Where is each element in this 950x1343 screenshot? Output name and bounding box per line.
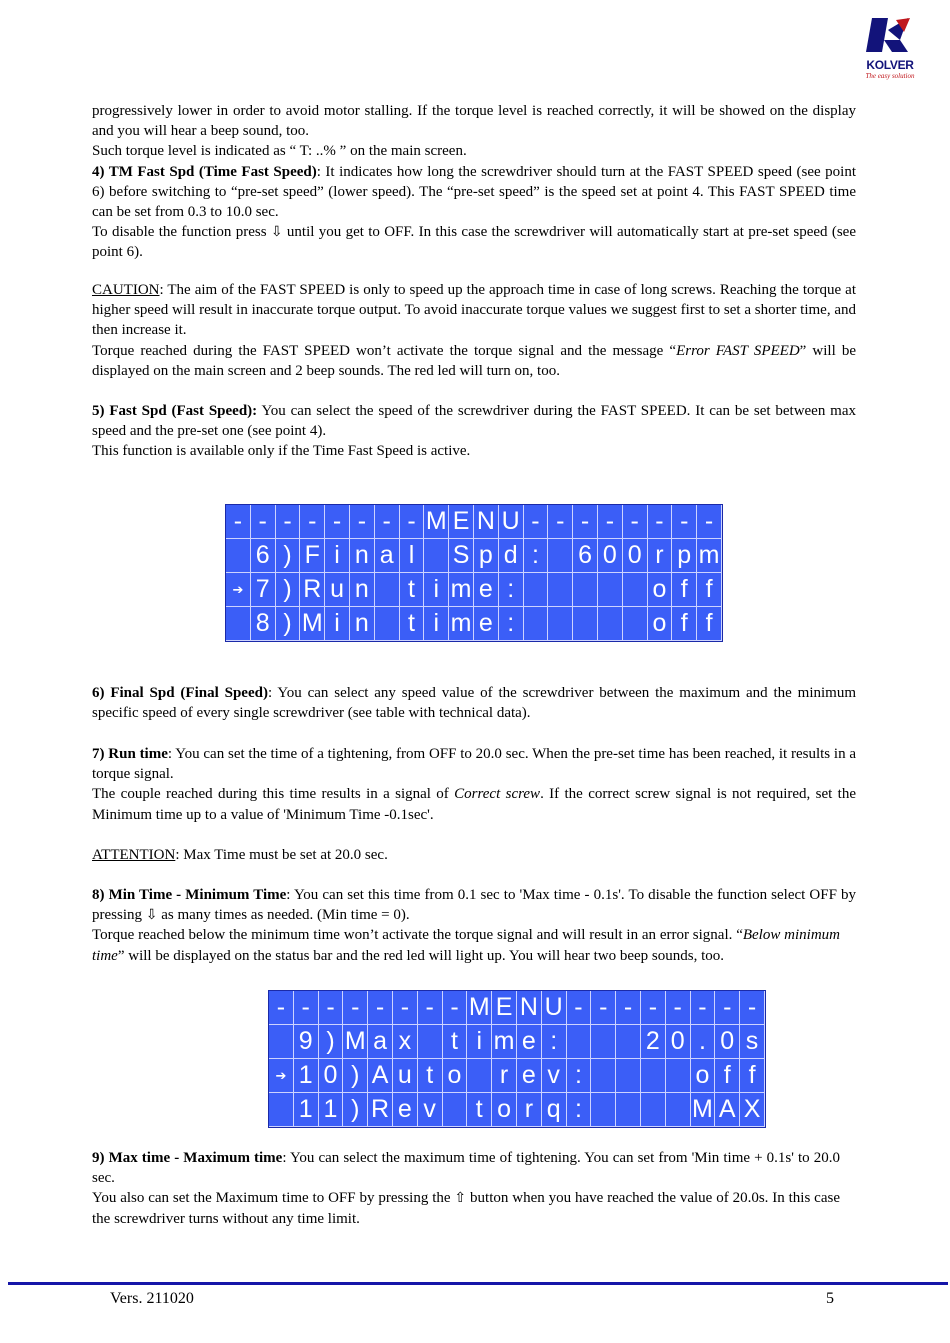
lcd-char: - bbox=[375, 505, 400, 539]
lcd-char: e bbox=[517, 1059, 542, 1093]
attention-label: ATTENTION bbox=[92, 847, 176, 863]
lcd-char bbox=[467, 1059, 492, 1093]
lcd-char: 1 bbox=[319, 1093, 344, 1127]
lcd-char: ) bbox=[343, 1093, 368, 1127]
kolver-logo bbox=[858, 14, 922, 84]
lcd-char: f bbox=[740, 1059, 765, 1093]
lcd-char: n bbox=[350, 573, 375, 607]
lcd-char bbox=[666, 1059, 691, 1093]
lcd-char: M bbox=[300, 607, 325, 641]
lcd-menu-display-1 bbox=[225, 504, 723, 642]
lcd-char bbox=[623, 573, 648, 607]
lcd-char: i bbox=[424, 573, 449, 607]
logo-tagline: The easy solution bbox=[865, 72, 915, 80]
lcd-char: q bbox=[542, 1093, 567, 1127]
lcd-char bbox=[598, 607, 623, 641]
lcd-char: - bbox=[418, 991, 443, 1025]
lcd-char: f bbox=[672, 607, 697, 641]
caution-label: CAUTION bbox=[92, 282, 160, 298]
paragraph: To disable the function press ⇩ until you get to OFF. In this case the screwdriver will automatically start at pre-set speed (see point 6). bbox=[92, 224, 856, 261]
lcd-char: - bbox=[319, 991, 344, 1025]
lcd-char: E bbox=[492, 991, 517, 1025]
lcd-char bbox=[623, 607, 648, 641]
lcd-char: o bbox=[648, 607, 673, 641]
lcd-row bbox=[226, 505, 722, 539]
lcd-char: 6 bbox=[251, 539, 276, 573]
lcd-char bbox=[524, 573, 549, 607]
lcd-char: R bbox=[300, 573, 325, 607]
lcd-char: . bbox=[691, 1025, 716, 1059]
lcd-char: A bbox=[368, 1059, 393, 1093]
lcd-row bbox=[269, 1025, 765, 1059]
lcd-char: N bbox=[517, 991, 542, 1025]
lcd-char: t bbox=[443, 1025, 468, 1059]
lcd-char: e bbox=[517, 1025, 542, 1059]
lcd-char bbox=[548, 573, 573, 607]
section-fast-speed-time bbox=[92, 101, 856, 263]
lcd-char: R bbox=[368, 1093, 393, 1127]
lcd-char: - bbox=[567, 991, 592, 1025]
lcd-char: r bbox=[648, 539, 673, 573]
lcd-char: 0 bbox=[319, 1059, 344, 1093]
heading-tm-fast-spd: 4) TM Fast Spd (Time Fast Speed) bbox=[92, 163, 317, 180]
paragraph: 6) Final Spd (Final Speed): You can select any speed value of the screwdriver between the maximum and the minimum specific speed of every single screwdriver (see table with technical data). bbox=[92, 685, 856, 722]
lcd-char: E bbox=[449, 505, 474, 539]
paragraph: 7) Run time: You can set the time of a tightening, from OFF to 20.0 sec. When the pre-set time has been reached, it results in a torque signal. bbox=[92, 746, 857, 783]
lcd-char: - bbox=[368, 991, 393, 1025]
lcd-char: 9 bbox=[294, 1025, 319, 1059]
lcd-char: - bbox=[740, 991, 765, 1025]
lcd-char: - bbox=[641, 991, 666, 1025]
lcd-char: M bbox=[343, 1025, 368, 1059]
lcd-row bbox=[269, 991, 765, 1025]
lcd-char: - bbox=[294, 991, 319, 1025]
lcd-char: : bbox=[567, 1059, 592, 1093]
paragraph: Torque reached below the minimum time won’t activate the torque signal and will result in an error signal. “Below minimum time” will be displayed on the status bar and the red led will light up. You will hear two beep sounds, too. bbox=[92, 927, 840, 964]
arrow-down-icon: ⇩ bbox=[270, 224, 283, 241]
lcd-char: M bbox=[424, 505, 449, 539]
lcd-char: ) bbox=[276, 607, 301, 641]
lcd-char: t bbox=[467, 1093, 492, 1127]
lcd-char: a bbox=[368, 1025, 393, 1059]
lcd-char: i bbox=[424, 607, 449, 641]
lcd-char: v bbox=[418, 1093, 443, 1127]
section-max-time bbox=[92, 1148, 856, 1229]
lcd-char bbox=[226, 539, 251, 573]
lcd-char bbox=[591, 1059, 616, 1093]
lcd-char: a bbox=[375, 539, 400, 573]
section-attention bbox=[92, 845, 856, 865]
lcd-char: l bbox=[400, 539, 425, 573]
lcd-char: 0 bbox=[666, 1025, 691, 1059]
lcd-char: - bbox=[226, 505, 251, 539]
lcd-char: - bbox=[393, 991, 418, 1025]
lcd-char: o bbox=[492, 1093, 517, 1127]
lcd-char bbox=[573, 607, 598, 641]
lcd-char: e bbox=[474, 573, 499, 607]
lcd-char: d bbox=[499, 539, 524, 573]
arrow-down-icon: ⇩ bbox=[145, 907, 158, 924]
paragraph: You also can set the Maximum time to OFF by pressing the ⇧ button when you have reached the value of 20.0s. In this case the screwdriver turns without any time limit. bbox=[92, 1190, 840, 1227]
paragraph: 9) Max time - Maximum time: You can select the maximum time of tightening. You can set from 'Min time + 0.1s' to 20.0 sec. bbox=[92, 1150, 841, 1187]
paragraph: 8) Min Time - Minimum Time: You can set this time from 0.1 sec to 'Max time - 0.1s'. To disable the function select OFF by pressing ⇩ as many times as needed. (Min time = 0). bbox=[92, 887, 856, 924]
lcd-char bbox=[616, 1059, 641, 1093]
lcd-char bbox=[616, 1093, 641, 1127]
lcd-char bbox=[443, 1093, 468, 1127]
paragraph: This function is available only if the Time Fast Speed is active. bbox=[92, 443, 471, 460]
heading-min-time: 8) Min Time - Minimum Time bbox=[92, 887, 287, 903]
lcd-char bbox=[591, 1025, 616, 1059]
lcd-char: ) bbox=[343, 1059, 368, 1093]
lcd-char: n bbox=[350, 539, 375, 573]
section-run-time bbox=[92, 744, 856, 825]
lcd-char: - bbox=[648, 505, 673, 539]
lcd-char bbox=[616, 1025, 641, 1059]
lcd-char: r bbox=[492, 1059, 517, 1093]
lcd-char bbox=[598, 573, 623, 607]
lcd-char bbox=[548, 539, 573, 573]
lcd-char: m bbox=[449, 573, 474, 607]
lcd-char bbox=[641, 1093, 666, 1127]
heading-max-time: 9) Max time - Maximum time bbox=[92, 1150, 283, 1166]
lcd-char: U bbox=[542, 991, 567, 1025]
lcd-row bbox=[226, 539, 722, 573]
lcd-char: m bbox=[697, 539, 722, 573]
lcd-char: i bbox=[325, 539, 350, 573]
lcd-char: - bbox=[443, 991, 468, 1025]
lcd-char: N bbox=[474, 505, 499, 539]
lcd-char: M bbox=[467, 991, 492, 1025]
page-number: 5 bbox=[826, 1290, 834, 1307]
lcd-char: 1 bbox=[294, 1093, 319, 1127]
lcd-char: : bbox=[499, 607, 524, 641]
heading-final-spd: 6) Final Spd (Final Speed) bbox=[92, 685, 268, 701]
lcd-char: : bbox=[567, 1093, 592, 1127]
paragraph: Such torque level is indicated as “ T: ..% ” on the main screen. bbox=[92, 143, 467, 160]
lcd-char: ) bbox=[276, 573, 301, 607]
lcd-pointer-icon: ➔ bbox=[269, 1059, 294, 1093]
lcd-char: u bbox=[393, 1059, 418, 1093]
footer-version: Vers. 211020 bbox=[110, 1290, 194, 1307]
paragraph: progressively lower in order to avoid motor stalling. If the torque level is reached correctly, it will be showed on the display and you will hear a beep sound, too. bbox=[92, 103, 856, 140]
paragraph: Torque reached during the FAST SPEED won’t activate the torque signal and the message “Error FAST SPEED” will be displayed on the main screen and 2 beep sounds. The red led will turn on, too. bbox=[92, 342, 857, 379]
lcd-char: - bbox=[573, 505, 598, 539]
lcd-menu-display-2 bbox=[268, 990, 766, 1128]
footer-divider bbox=[8, 1282, 948, 1285]
lcd-char: F bbox=[300, 539, 325, 573]
lcd-char: 0 bbox=[623, 539, 648, 573]
lcd-char: f bbox=[715, 1059, 740, 1093]
lcd-char: i bbox=[467, 1025, 492, 1059]
lcd-char: - bbox=[400, 505, 425, 539]
paragraph: 4) TM Fast Spd (Time Fast Speed): It indicates how long the screwdriver should turn at the FAST SPEED speed (see point 6) before switching to “pre-set speed” (lower speed). The “pre-set speed” is the speed set at point 4. This FAST SPEED time can be set from 0.3 to 10.0 sec. bbox=[92, 163, 856, 221]
lcd-char: A bbox=[715, 1093, 740, 1127]
arrow-up-icon: ⇧ bbox=[454, 1190, 467, 1207]
lcd-char: 7 bbox=[251, 573, 276, 607]
lcd-char: u bbox=[325, 573, 350, 607]
lcd-char: - bbox=[598, 505, 623, 539]
lcd-char bbox=[269, 1025, 294, 1059]
lcd-char: 2 bbox=[641, 1025, 666, 1059]
lcd-row bbox=[269, 1059, 765, 1093]
lcd-char: f bbox=[697, 607, 722, 641]
lcd-char: : bbox=[542, 1025, 567, 1059]
lcd-char: - bbox=[691, 991, 716, 1025]
lcd-char: - bbox=[715, 991, 740, 1025]
lcd-char: - bbox=[697, 505, 722, 539]
lcd-char: f bbox=[672, 573, 697, 607]
lcd-char bbox=[375, 573, 400, 607]
lcd-char: m bbox=[492, 1025, 517, 1059]
lcd-char: M bbox=[691, 1093, 716, 1127]
lcd-row bbox=[226, 607, 722, 641]
lcd-char bbox=[226, 607, 251, 641]
lcd-char: - bbox=[300, 505, 325, 539]
lcd-char: 0 bbox=[598, 539, 623, 573]
lcd-char: ) bbox=[276, 539, 301, 573]
lcd-char: - bbox=[548, 505, 573, 539]
lcd-char: - bbox=[616, 991, 641, 1025]
lcd-row bbox=[226, 573, 722, 607]
lcd-char: 8 bbox=[251, 607, 276, 641]
lcd-char: - bbox=[666, 991, 691, 1025]
section-caution bbox=[92, 280, 856, 381]
lcd-char: - bbox=[276, 505, 301, 539]
lcd-char: m bbox=[449, 607, 474, 641]
heading-fast-spd: 5) Fast Spd (Fast Speed): bbox=[92, 403, 258, 419]
lcd-char bbox=[418, 1025, 443, 1059]
lcd-char: - bbox=[350, 505, 375, 539]
lcd-char: p bbox=[474, 539, 499, 573]
lcd-char: X bbox=[740, 1093, 765, 1127]
lcd-char: 0 bbox=[715, 1025, 740, 1059]
lcd-char: n bbox=[350, 607, 375, 641]
lcd-char: o bbox=[691, 1059, 716, 1093]
lcd-char: r bbox=[517, 1093, 542, 1127]
lcd-char bbox=[573, 573, 598, 607]
lcd-char: - bbox=[672, 505, 697, 539]
lcd-char: - bbox=[269, 991, 294, 1025]
paragraph: The couple reached during this time results in a signal of Correct screw. If the correct screw signal is not required, set the Minimum time up to a value of 'Minimum Time -0.1sec'. bbox=[92, 786, 857, 823]
lcd-char: s bbox=[740, 1025, 765, 1059]
lcd-char: x bbox=[393, 1025, 418, 1059]
lcd-char: o bbox=[443, 1059, 468, 1093]
lcd-char: - bbox=[524, 505, 549, 539]
lcd-char: i bbox=[325, 607, 350, 641]
lcd-char: - bbox=[343, 991, 368, 1025]
lcd-char: U bbox=[499, 505, 524, 539]
lcd-char bbox=[548, 607, 573, 641]
lcd-char bbox=[269, 1093, 294, 1127]
logo-brand: KOLVER bbox=[866, 58, 914, 72]
paragraph: ATTENTION: Max Time must be set at 20.0 sec. bbox=[92, 847, 388, 863]
lcd-char bbox=[666, 1093, 691, 1127]
lcd-char: o bbox=[648, 573, 673, 607]
lcd-char bbox=[375, 607, 400, 641]
lcd-char: 6 bbox=[573, 539, 598, 573]
lcd-char: - bbox=[623, 505, 648, 539]
lcd-char bbox=[524, 607, 549, 641]
section-min-time bbox=[92, 885, 856, 966]
lcd-char: p bbox=[672, 539, 697, 573]
lcd-char bbox=[641, 1059, 666, 1093]
lcd-char: : bbox=[499, 573, 524, 607]
lcd-char: S bbox=[449, 539, 474, 573]
lcd-char: : bbox=[524, 539, 549, 573]
lcd-char: t bbox=[400, 607, 425, 641]
lcd-row bbox=[269, 1093, 765, 1127]
lcd-char: e bbox=[474, 607, 499, 641]
lcd-char: - bbox=[251, 505, 276, 539]
lcd-pointer-icon: ➔ bbox=[226, 573, 251, 607]
lcd-char: - bbox=[591, 991, 616, 1025]
lcd-char: - bbox=[325, 505, 350, 539]
paragraph: CAUTION: The aim of the FAST SPEED is only to speed up the approach time in case of long screws. Reaching the torque at higher speed will result in inaccurate torque output. To avoid inaccurate torque values we suggest first to set a shorter time, and then increase it. bbox=[92, 282, 856, 339]
lcd-char: 1 bbox=[294, 1059, 319, 1093]
lcd-char: t bbox=[418, 1059, 443, 1093]
lcd-char: ) bbox=[319, 1025, 344, 1059]
lcd-char bbox=[424, 539, 449, 573]
lcd-char bbox=[591, 1093, 616, 1127]
lcd-char bbox=[567, 1025, 592, 1059]
lcd-char: f bbox=[697, 573, 722, 607]
lcd-char: e bbox=[393, 1093, 418, 1127]
heading-run-time: 7) Run time bbox=[92, 746, 168, 762]
lcd-char: t bbox=[400, 573, 425, 607]
paragraph: 5) Fast Spd (Fast Speed): You can select the speed of the screwdriver during the FAST SPEED. It can be set between max speed and the pre-set one (see point 4). bbox=[92, 403, 856, 440]
section-final-spd bbox=[92, 683, 856, 723]
lcd-char: v bbox=[542, 1059, 567, 1093]
section-fast-spd bbox=[92, 401, 856, 462]
